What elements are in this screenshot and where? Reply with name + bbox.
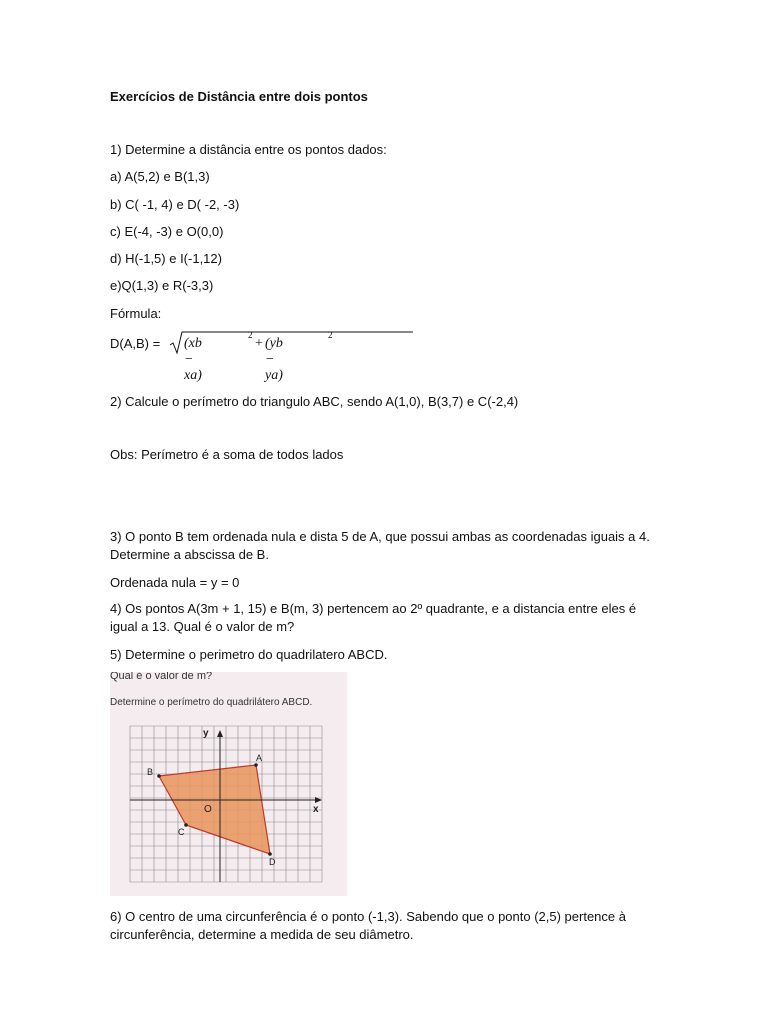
formula-plus: + [255,336,263,351]
q4-line1: 4) Os pontos A(3m + 1, 15) e B(m, 3) pertencem ao 2º quadrante, e a distancia entre eles é [110,601,637,616]
photo-top-text: Qual é o valor de m? [110,672,213,682]
q3-line1: 3) O ponto B tem ordenada nula e dista 5 de A, que possui ambas as coordenadas iguais a 4. [110,529,650,544]
formula-exp2: 2 [328,330,333,340]
quadrilateral-photo [110,672,347,896]
q5-prompt: 5) Determine o perimetro do quadrilatero ABCD. [110,647,388,662]
formula-lhs: D(A,B) = [110,336,161,351]
sqrt-radical-icon [168,330,418,356]
q3-line2: Determine a abscissa de B. [110,547,269,562]
formula-term1: (xb − xa) [184,336,202,383]
point-a [254,763,258,767]
formula-exp1: 2 [248,330,253,340]
quadrilateral-abcd [159,765,270,854]
q1-item-a: a) A(5,2) e B(1,3) [110,169,210,184]
point-c [184,823,188,827]
q2-obs: Obs: Perímetro é a soma de todos lados [110,447,344,462]
point-b [157,774,161,778]
x-axis-label: x [313,804,319,815]
label-a: A [256,753,263,763]
q6-line1: 6) O centro de uma circunferência é o ponto (-1,3). Sabendo que o ponto (2,5) pertence à [110,909,626,924]
q1-item-e: e)Q(1,3) e R(-3,3) [110,278,214,293]
q3-note: Ordenada nula = y = 0 [110,575,240,590]
q1-item-b: b) C( -1, 4) e D( -2, -3) [110,197,240,212]
q2-prompt: 2) Calcule o perímetro do triangulo ABC, sendo A(1,0), B(3,7) e C(-2,4) [110,394,519,409]
q4-line2: igual a 13. Qual é o valor de m? [110,619,295,634]
q1-item-d: d) H(-1,5) e I(-1,12) [110,251,222,266]
q1-item-c: c) E(-4, -3) e O(0,0) [110,224,224,239]
point-d [268,852,272,856]
quadrilateral-figure [110,672,347,896]
page-title: Exercícios de Distância entre dois pontos [110,89,368,104]
origin-label: O [204,804,212,815]
label-c: C [178,827,185,837]
label-d: D [269,857,276,867]
formula-label: Fórmula: [110,306,162,321]
y-axis-arrow-icon [217,730,223,737]
y-axis-label: y [203,728,209,739]
formula-term2: (yb − ya) [265,336,283,383]
q1-prompt: 1) Determine a distância entre os pontos dados: [110,142,387,157]
photo-caption: Determine o perímetro do quadrilátero ABCD. [110,697,313,708]
q6-line2: circunferência, determine a medida de seu diâmetro. [110,927,414,942]
label-b: B [147,767,154,777]
